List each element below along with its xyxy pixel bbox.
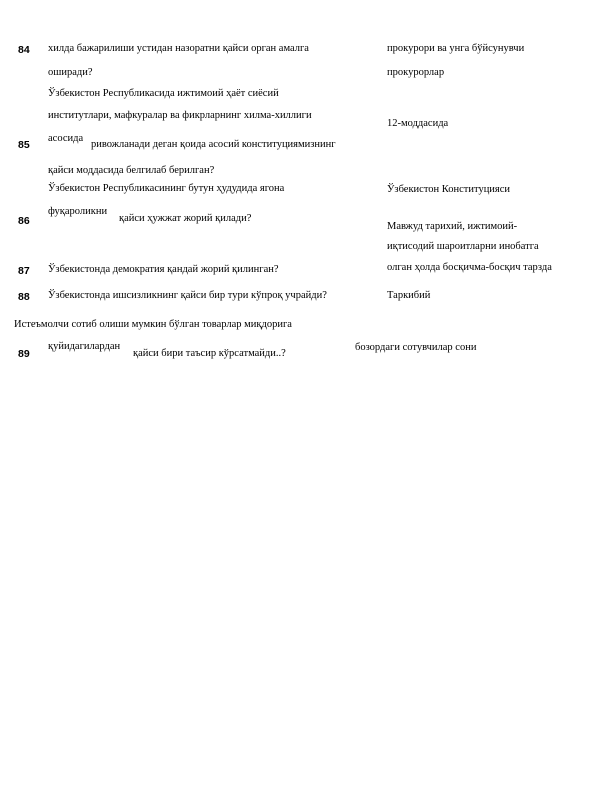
question-text: Истеъмолчи сотиб олиши мумкин бўлган товарлар миқдорига [14,319,292,330]
answer-text: прокурори ва унга бўйсунувчи [387,43,525,54]
question-text: қайси моддасида белгилаб берилган? [48,165,215,176]
question-text: қуйидагилардан [48,341,121,352]
question-text: институтлари, мафкуралар ва фикрларнинг хилма-хиллиги [48,110,312,121]
question-text: Ўзбекистонда ишсизликнинг қайси бир тури кўпроқ учрайди? [48,290,327,301]
answer-text: бозордаги сотувчилар сони [355,342,477,353]
question-text: Ўзбекистон Республикасининг бутун ҳудудида ягона [48,183,285,194]
question-text: оширади? [48,67,93,78]
question-text: хилда бажарилиши устидан назоратни қайси орган амалга [48,43,309,54]
question-text: ривожланади деган қоида асосий конституциямизнинг [91,139,336,150]
answer-text: прокурорлар [387,67,445,78]
question-text: Ўзбекистонда демократия қандай жорий қилинган? [48,264,279,275]
question-number: 87 [18,265,30,277]
question-number: 86 [18,215,30,227]
question-number: 88 [18,291,30,303]
question-text: Ўзбекистон Республикасида ижтимоий ҳаёт сиёсий [48,88,279,99]
question-text: фуқароликни [48,206,108,217]
answer-text: Ўзбекистон Конституцияси [387,184,511,195]
question-text: қайси ҳужжат жорий қилади? [119,213,252,224]
answer-text: 12-моддасида [387,118,449,129]
question-text: қайси бири таъсир кўрсатмайди..? [133,348,286,359]
question-text: асосида [48,133,84,144]
answer-text: Мавжуд тарихий, ижтимоий- [387,221,518,232]
answer-text: иқтисодий шароитларни инобатга [387,241,539,252]
question-number: 85 [18,139,30,151]
answer-text: Таркибий [387,290,431,301]
answer-text: олган ҳолда босқичма-босқич тарзда [387,262,552,273]
question-number: 84 [18,44,30,56]
question-number: 89 [18,348,30,360]
